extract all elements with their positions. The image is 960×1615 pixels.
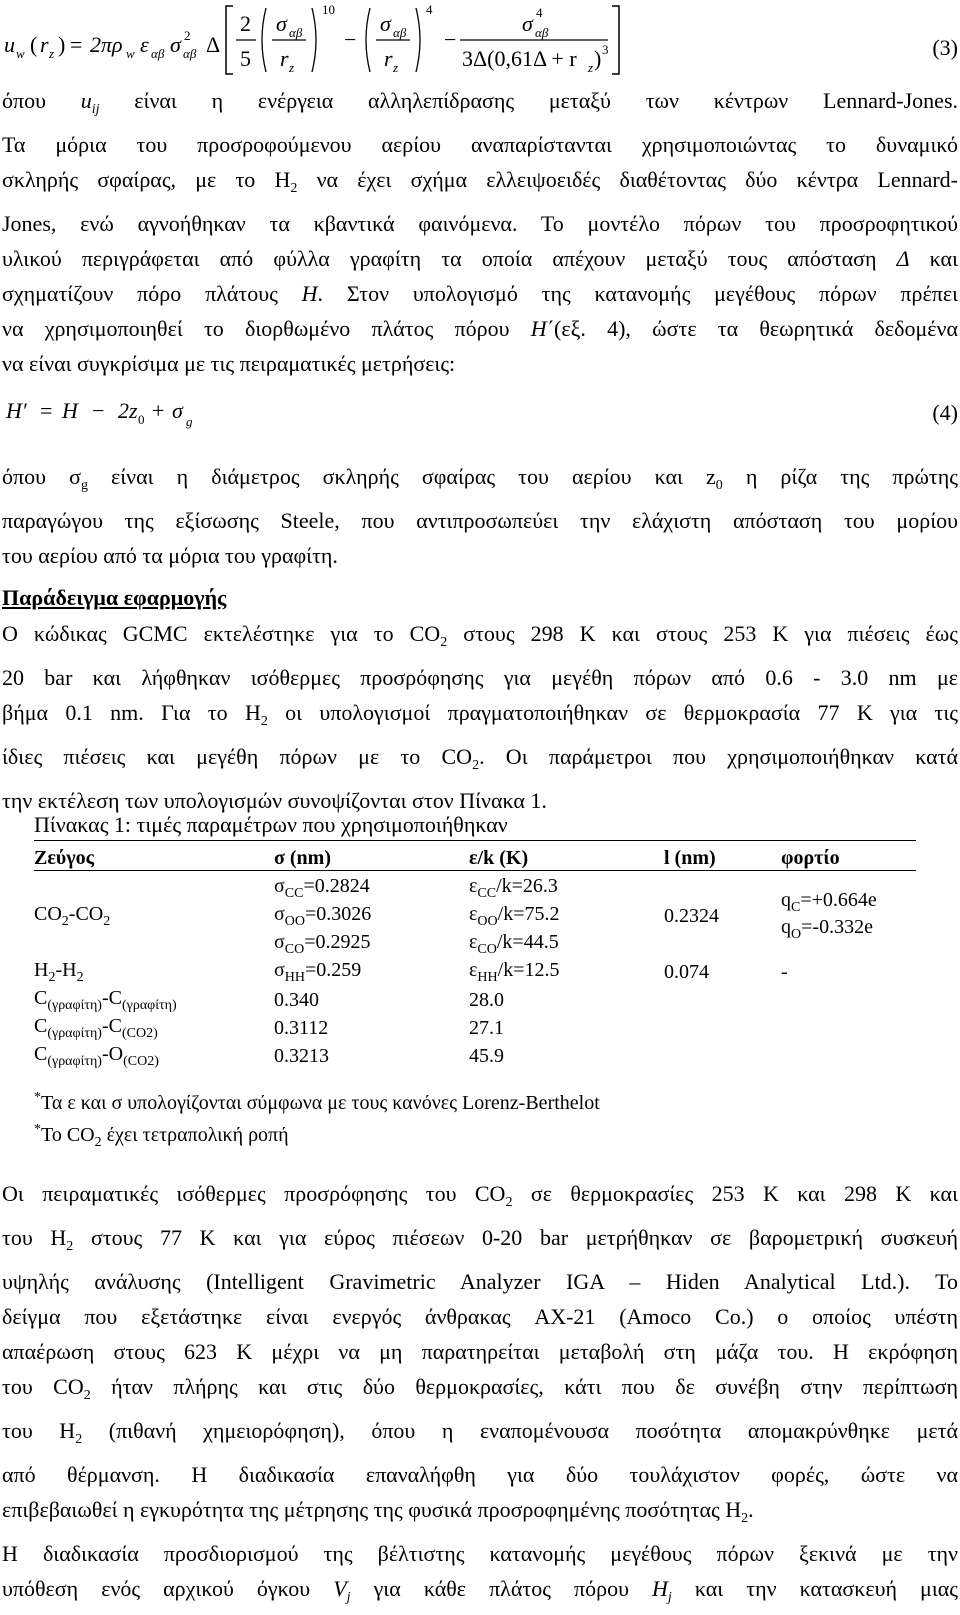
svg-text:z: z bbox=[393, 60, 399, 75]
svg-text:3Δ(0,61Δ + r: 3Δ(0,61Δ + r bbox=[462, 46, 577, 71]
table-footnote-1: *Τα ε και σ υπολογίζονται σύμφωνα με τους κανόνες Lorenz-Berthelot bbox=[34, 1090, 600, 1114]
paragraph-4 bbox=[2, 1176, 958, 1615]
equation-3 bbox=[0, 0, 960, 82]
cell-pair: $C_{(\gamma\rho\alpha\varphi ί\tau\eta)}-C_{(CO2)}$ bbox=[34, 1014, 158, 1041]
paragraph-2 bbox=[2, 459, 958, 573]
parameters-table bbox=[34, 842, 916, 1070]
para4-line-8: από θέρμανση. Η διαδικασία επαναλήφθη για δύο τουλάχιστον φορές, ώστε να bbox=[2, 1462, 958, 1487]
svg-text:αβ: αβ bbox=[535, 25, 549, 40]
svg-text:−: − bbox=[444, 27, 457, 52]
para1-line-5: υλικού περιγράφεται από φύλλα γραφίτη τα οποία απέχουν μεταξύ τους απόσταση Δ και bbox=[2, 246, 958, 271]
cell-eps-co: $\varepsilon_{CO}/k=44.5$ bbox=[469, 930, 559, 957]
cell-sigma: 0.3112 bbox=[274, 1016, 329, 1039]
svg-text:σ: σ bbox=[522, 11, 533, 36]
svg-text:r: r bbox=[384, 46, 393, 71]
svg-text:2z: 2z bbox=[118, 398, 138, 423]
para3-line-2: 20 bar και λήφθηκαν ισόθερμες προσρόφησης για μεγέθη πόρων από 0.6 - 3.0 nm με bbox=[2, 665, 958, 690]
para4-line-7: του $H_2$ (πιθανή χημειορόφηση), όπου η εναπομένουσα ποσότητα απομακρύνθηκε μετά bbox=[2, 1418, 958, 1447]
para4-line-2: του $H_2$ στους 77 K και για εύρος πιέσεων 0-20 bar μετρήθηκαν σε βαρομετρική συσκευή bbox=[2, 1225, 959, 1254]
para3-line-5: την εκτέλεση των υπολογισμών συνοψίζονται στον Πίνακα 1. bbox=[2, 788, 547, 813]
svg-text:σ: σ bbox=[170, 32, 181, 57]
svg-text:4: 4 bbox=[536, 5, 543, 20]
table-top-rule bbox=[34, 840, 916, 841]
svg-text:r: r bbox=[280, 46, 289, 71]
svg-text:w: w bbox=[16, 46, 25, 61]
para1-line-8: να είναι συγκρίσιμα με τις πειραματικές μετρήσεις: bbox=[2, 351, 456, 376]
cell-eps: 28.0 bbox=[469, 988, 504, 1011]
equation-4-formula bbox=[0, 390, 400, 440]
svg-text:αβ: αβ bbox=[289, 25, 303, 40]
header-eps: ε/k (K) bbox=[469, 846, 529, 869]
svg-text:σ: σ bbox=[276, 11, 287, 36]
svg-text:Δ: Δ bbox=[206, 32, 221, 57]
para4-line-9: επιβεβαιωθεί η εγκυρότητα της μέτρησης της φυσικά προσροφημένης ποσότητας $H_2$. bbox=[2, 1497, 754, 1526]
equation-3-formula bbox=[0, 0, 940, 82]
svg-text:σ: σ bbox=[380, 11, 391, 36]
cell-pair: $C_{(\gamma\rho\alpha\varphi ί\tau\eta)}-C_{(\gamma\rho\alpha\varphi ί\tau\eta)}$ bbox=[34, 986, 177, 1013]
para1-line-6: σχηματίζουν πόρο πλάτους Η. Στον υπολογισμό της κατανομής μεγέθους πόρων πρέπει bbox=[2, 281, 958, 306]
header-l: l (nm) bbox=[664, 846, 716, 869]
cell-sigma: 0.3213 bbox=[274, 1044, 329, 1067]
cell-sigma-cc: $\sigma_{CC}=0.2824$ bbox=[274, 874, 370, 901]
table-header-rule bbox=[34, 870, 916, 871]
cell-eps-oo: $\varepsilon_{OO}/k=75.2$ bbox=[469, 902, 560, 929]
cell-sigma-oo: $\sigma_{OO}=0.3026$ bbox=[274, 902, 372, 929]
para2-line-3: του αερίου από τα μόρια του γραφίτη. bbox=[2, 543, 338, 568]
svg-text:3: 3 bbox=[602, 42, 609, 57]
svg-text:u: u bbox=[4, 32, 15, 57]
equation-3-number: (3) bbox=[932, 35, 958, 60]
svg-text:): ) bbox=[594, 46, 602, 71]
header-sigma: σ (nm) bbox=[274, 846, 331, 869]
equation-4-number: (4) bbox=[932, 400, 958, 425]
para4-line-11: υπόθεση ενός αρχικού όγκου $V_j$ για κάθε πλάτος πόρου $H_j$ και την κατασκευή μιας bbox=[2, 1576, 958, 1605]
table-row bbox=[34, 874, 916, 902]
svg-text:0: 0 bbox=[138, 412, 145, 427]
equation-4 bbox=[0, 390, 960, 440]
para2-line-1: όπου $\sigma_g$ είναι η διάμετρος σκληρής σφαίρας του αερίου και $z_0$ η ρίζα της πρώτης bbox=[2, 464, 958, 493]
cell-eps: 45.9 bbox=[469, 1044, 504, 1067]
para4-line-4: δείγμα που εξετάστηκε είναι ενεργός άνθρακας AX-21 (Amoco Co.) ο οποίος υπέστη bbox=[2, 1304, 958, 1329]
cell-eps-cc: $\varepsilon_{CC}/k=26.3$ bbox=[469, 874, 558, 901]
svg-text:z: z bbox=[588, 60, 594, 75]
svg-text:H: H bbox=[62, 398, 78, 423]
svg-text:−: − bbox=[92, 398, 105, 423]
para4-line-10: Η διαδικασία προσδιορισμού της βέλτιστης κατανομής μεγέθους πόρων ξεκινά με την bbox=[2, 1541, 958, 1566]
svg-text:5: 5 bbox=[240, 46, 251, 71]
svg-text:=: = bbox=[70, 32, 83, 57]
table-row bbox=[34, 1014, 916, 1042]
cell-charge-co2: $q_C=+0.664e$ $q_O=-0.332e$ bbox=[781, 889, 877, 942]
para1-line-7: να χρησιμοποιηθεί το διορθωμένο πλάτος πόρου Η΄(εξ. 4), ώστε τα θεωρητικά δεδομένα bbox=[2, 316, 958, 341]
svg-text:4: 4 bbox=[426, 2, 433, 17]
header-pair: Ζεύγος bbox=[34, 846, 95, 869]
para3-line-4: ίδιες πιέσεις και μεγέθη πόρων με το $CO_2$. Οι παράμετροι που χρησιμοποιήθηκαν κατά bbox=[2, 744, 958, 773]
para2-line-2: παραγώγου της εξίσωσης Steele, που αντιπροσωπεύει την ελάχιστη απόσταση του μορίου bbox=[2, 508, 958, 533]
svg-text:=: = bbox=[40, 398, 53, 423]
svg-text:g: g bbox=[186, 414, 193, 429]
cell-sigma-hh: $\sigma_{HH}=0.259$ bbox=[274, 958, 362, 985]
svg-text:ε: ε bbox=[140, 32, 149, 57]
table-footnote-2: *Το $CO_2$ έχει τετραπολική ροπή bbox=[34, 1122, 289, 1150]
para1-line-1: όπου $u_{ij}$ είναι η ενέργεια αλληλεπίδρασης μεταξύ των κέντρων Lennard-Jones. bbox=[2, 88, 959, 117]
svg-text:σ: σ bbox=[172, 398, 183, 423]
cell-sigma: 0.340 bbox=[274, 988, 319, 1011]
para4-line-6: του $CO_2$ ήταν πλήρης και στις δύο θερμοκρασίες, κάτι που δε συνέβη στην περίπτωση bbox=[2, 1374, 958, 1403]
para4-line-1: Οι πειραματικές ισόθερμες προσρόφησης του $CO_2$ σε θερμοκρασίες 253 K και 298 K και bbox=[2, 1181, 958, 1210]
para4-line-3: υψηλής ανάλυσης (Intelligent Gravimetric Analyzer IGA – Hiden Analytical Ltd.). Το bbox=[2, 1269, 958, 1294]
cell-sigma-co: $\sigma_{CO}=0.2925$ bbox=[274, 930, 371, 957]
svg-text:): ) bbox=[58, 32, 66, 57]
svg-text:2: 2 bbox=[184, 28, 191, 43]
para1-line-4: Jones, ενώ αγνοήθηκαν τα κβαντικά φαινόμενα. Το μοντέλο πόρων του προσροφητικού bbox=[2, 211, 958, 236]
cell-l-h2: 0.074 bbox=[664, 960, 709, 983]
table-row bbox=[34, 1042, 916, 1070]
cell-eps: 27.1 bbox=[469, 1016, 504, 1039]
cell-pair-h2: $H_2-H_2$ bbox=[34, 958, 84, 985]
cell-charge-h2: - bbox=[781, 960, 788, 983]
svg-text:2: 2 bbox=[240, 11, 251, 36]
svg-text:2πρ: 2πρ bbox=[90, 32, 123, 57]
svg-text:αβ: αβ bbox=[151, 46, 165, 61]
header-charge: φορτίο bbox=[781, 846, 840, 869]
svg-text:z: z bbox=[289, 60, 295, 75]
svg-text:+: + bbox=[152, 398, 165, 423]
para1-line-2: Τα μόρια του προσροφούμενου αερίου αναπαρίστανται χρησιμοποιώντας το δυναμικό bbox=[2, 132, 958, 157]
para4-line-5: απαέρωση στους 623 K μέχρι να μη παρατηρείται μεταβολή στη μάζα του. Η εκρόφηση bbox=[2, 1339, 958, 1364]
svg-text:r: r bbox=[40, 32, 49, 57]
section-heading: Παράδειγμα εφαρμογής bbox=[2, 585, 227, 610]
cell-pair-co2: $CO_2-CO_2$ bbox=[34, 902, 111, 929]
table-row bbox=[34, 986, 916, 1014]
svg-text:H′: H′ bbox=[6, 398, 27, 423]
svg-text:αβ: αβ bbox=[183, 46, 197, 61]
svg-text:z: z bbox=[49, 46, 55, 61]
svg-text:αβ: αβ bbox=[393, 25, 407, 40]
table-caption: Πίνακας 1: τιμές παραμέτρων που χρησιμοποιήθηκαν bbox=[34, 812, 508, 837]
svg-text:w: w bbox=[126, 46, 135, 61]
para3-line-1: Ο κώδικας GCMC εκτελέστηκε για το $CO_2$ στους 298 K και στους 253 K για πιέσεις έως bbox=[2, 621, 958, 650]
cell-eps-hh: $\varepsilon_{HH}/k=12.5$ bbox=[469, 958, 560, 985]
svg-text:(: ( bbox=[30, 32, 38, 57]
paragraph-3 bbox=[2, 616, 958, 818]
svg-text:10: 10 bbox=[322, 2, 335, 17]
paragraph-1 bbox=[2, 83, 958, 381]
para3-line-3: βήμα 0.1 nm. Για το $H_2$ οι υπολογισμοί πραγματοποιήθηκαν σε θερμοκρασία 77 K για τις bbox=[2, 700, 958, 729]
cell-l-co2: 0.2324 bbox=[664, 904, 719, 927]
cell-pair: $C_{(\gamma\rho\alpha\varphi ί\tau\eta)}-O_{(CO2)}$ bbox=[34, 1042, 159, 1069]
para1-line-3: σκληρής σφαίρας, με το $H_2$ να έχει σχήμα ελλειψοειδές διαθέτοντας δύο κέντρα Lennard- bbox=[2, 167, 958, 196]
svg-text:−: − bbox=[344, 27, 357, 52]
table-row bbox=[34, 958, 916, 986]
